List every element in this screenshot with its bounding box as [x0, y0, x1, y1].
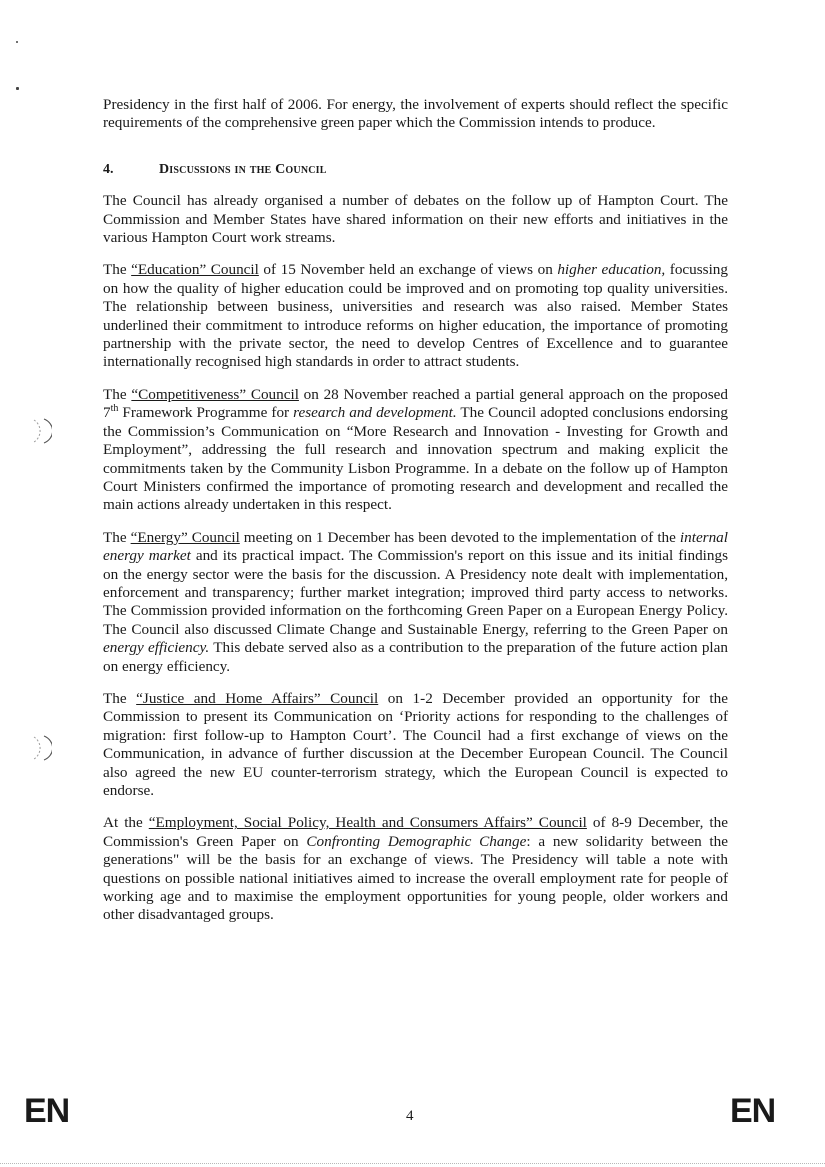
topic-emphasis: Confronting Demographic Change — [306, 832, 527, 850]
paragraph-employment-council — [103, 814, 728, 924]
text-segment: : a new solidarity between the generations" will be the basis for an exchange of views. The Presidency will table a note with questions on possible national initiatives aimed to increase the overall employment rate for people of working age and to maximise the employment opportunities for young people, older workers and other disadvantaged groups. — [103, 832, 728, 924]
text-segment: The — [103, 385, 132, 403]
text-segment: The — [103, 261, 132, 279]
text-segment: on 1-2 December provided an opportunity for the Commission to present its Communication on ‘Priority actions for responding to the challenges of migration: first follow-up to Hampton Court’. The Council had a first exchange of views on the Communication, in advance of further discussion at the December European Council. The Council also agreed the new EU counter-terrorism strategy, which the European Council is expected to endorse. — [103, 689, 728, 799]
text-segment: This debate served also as a contribution to the preparation of the future action plan on energy efficiency. — [103, 639, 728, 675]
language-marker-left: EN — [24, 1092, 70, 1130]
paragraph-education-council — [103, 261, 728, 371]
ordinal-superscript: th — [110, 403, 119, 415]
council-name: “Employment, Social Policy, Health and Consumers Affairs” Council — [148, 814, 587, 832]
topic-emphasis: research and development. — [293, 404, 457, 422]
topic-emphasis: internal energy market — [103, 528, 728, 565]
page-number: 4 — [406, 1108, 414, 1124]
text-segment: The Council adopted conclusions endorsing the Commission’s Communication on “More Research and Innovation - Investing for Growth and Employment”, addressing the full research and innovation spectrum and making explicit the commitments taken by the Community Lisbon Programme. In a debate on the follow up of Hampton Court Ministers confirmed the importance of promoting research and development and recalled the main actions already undertaken in this respect. — [103, 404, 728, 514]
scan-speck — [16, 87, 19, 90]
council-name: “Energy” Council — [130, 528, 240, 546]
council-name: “Education” Council — [131, 261, 259, 279]
paragraph-competitiveness-council — [103, 386, 728, 515]
text-segment: on 28 November reached a partial general approach on the proposed 7 — [103, 385, 728, 422]
text-segment: of 15 November held an exchange of views on — [258, 261, 558, 279]
paragraph-council-debates: The Council has already organised a number of debates on the follow up of Hampton Court. The Commission and Member States have shared information on their new efforts and initiatives in the various Hampton Court work streams. — [103, 192, 728, 247]
language-marker-right: EN — [730, 1092, 776, 1130]
section-title: Discussions in the Council — [159, 161, 327, 177]
paragraph-energy-council — [103, 529, 728, 676]
text-segment: Framework Programme for — [118, 404, 294, 422]
scan-edge-divider — [0, 1163, 825, 1165]
document-body — [103, 96, 728, 939]
scan-speck — [16, 41, 18, 43]
text-segment: meeting on 1 December has been devoted to the implementation of the — [239, 528, 680, 546]
section-number: 4. — [103, 161, 114, 177]
text-segment: At the — [103, 814, 149, 832]
text-segment: and its practical impact. The Commission's report on this issue and its initial findings on the energy sector were the basis for the discussion. A Presidency note dealt with implementation, enforcement and transparency; further market integration; improved third party access to networks. The Commission provided information on the forthcoming Green Paper on a European Energy Policy. The Council also discussed Climate Change and Sustainable Energy, referring to the Green Paper on — [103, 547, 728, 638]
council-name: “Justice and Home Affairs” Council — [136, 689, 379, 707]
intro-paragraph: Presidency in the first half of 2006. For energy, the involvement of experts should reflect the specific requirements of the comprehensive green paper which the Commission intends to produce. — [103, 96, 728, 132]
topic-emphasis: energy efficiency. — [103, 639, 210, 657]
punch-hole-icon — [30, 732, 52, 764]
text-segment: The — [103, 689, 137, 707]
punch-hole-icon — [30, 415, 52, 447]
text-segment: The — [103, 528, 131, 546]
topic-emphasis: higher education, — [557, 261, 666, 279]
council-name: “Competitiveness” Council — [131, 385, 299, 403]
text-segment: of 8-9 December, the Commission's Green Paper on — [103, 814, 728, 850]
text-segment: focussing on how the quality of higher education could be improved and on promoting top quality universities. The relationship between business, universities and research was also raised. Member States underlined their commitment to introduce reforms on higher education, the importance of promoting partnership with the private sector, the need to develop Centres of Excellence and to guarantee internationally recognised high standards in order to attract students. — [103, 261, 728, 371]
paragraph-justice-council — [103, 690, 728, 800]
section-heading — [103, 161, 728, 179]
